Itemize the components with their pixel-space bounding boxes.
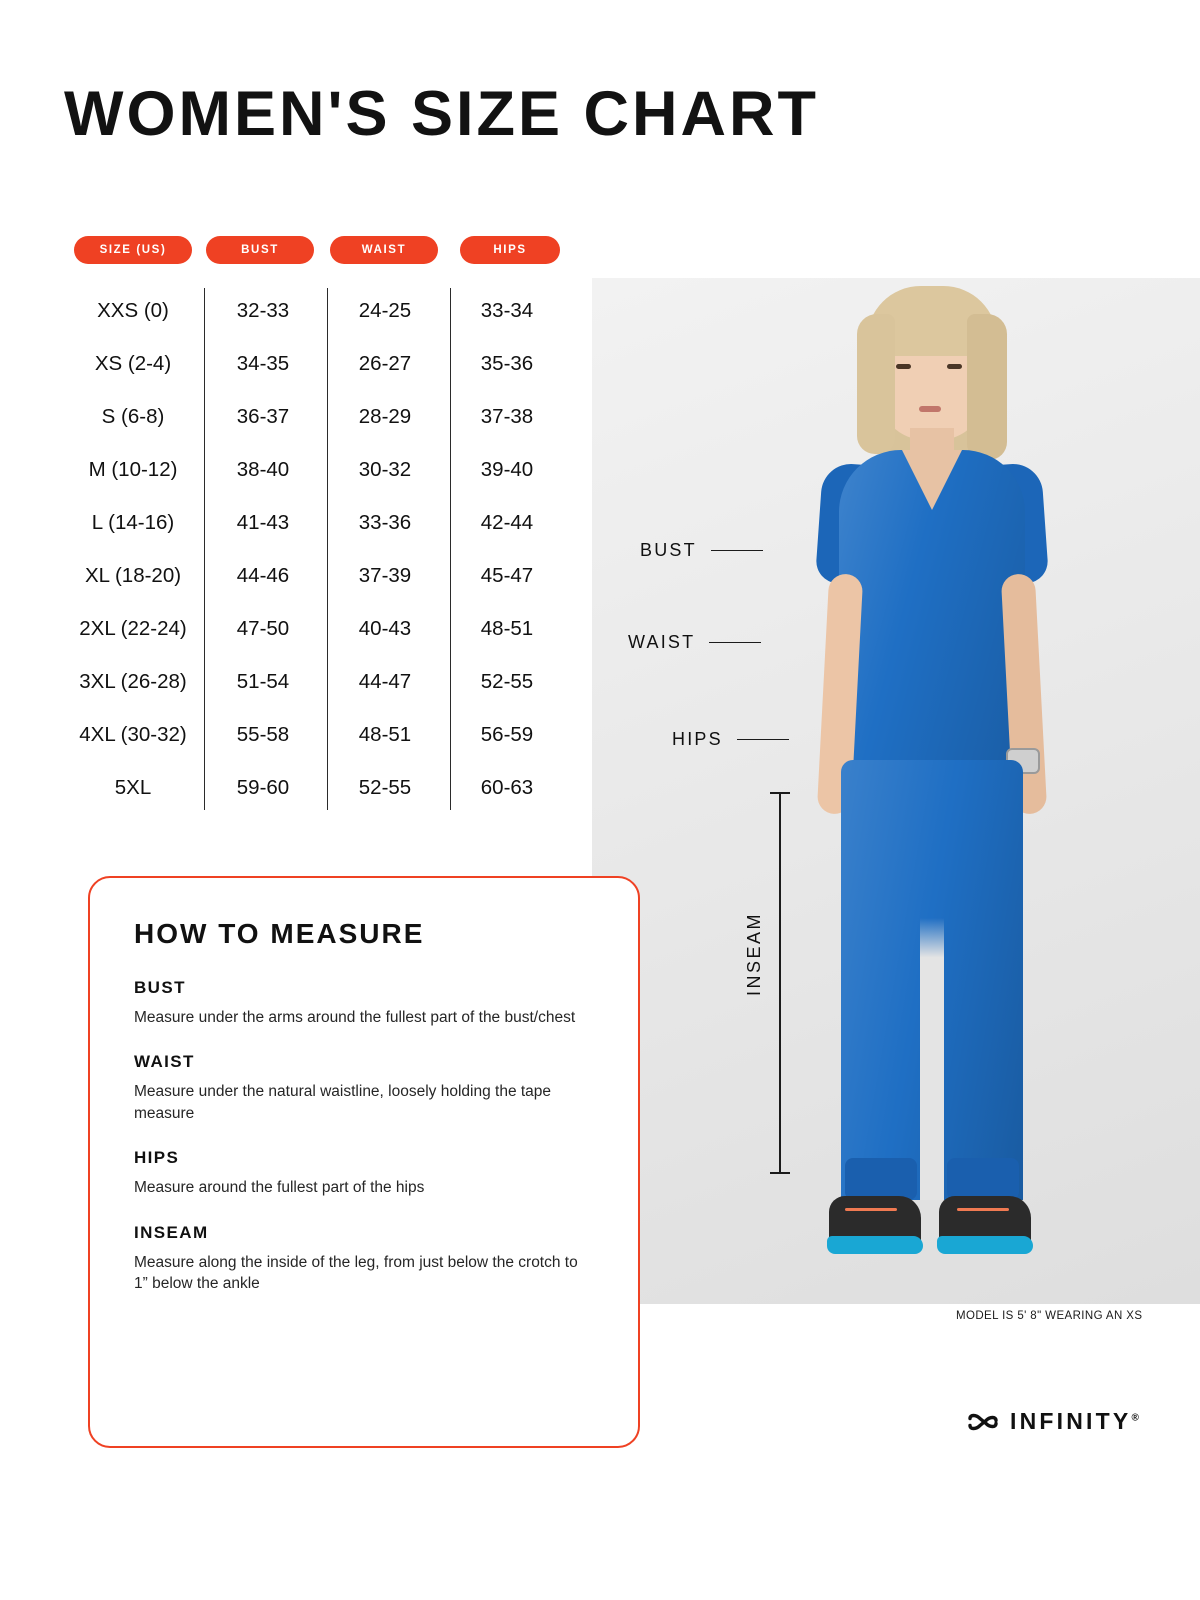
cell-hips: 56-59 [480,722,534,746]
callout-bust [640,540,763,561]
cell-bust: 44-46 [236,563,290,587]
hair-left [857,314,895,454]
measure-item-waist-label: WAIST [134,1052,195,1072]
cell-bust: 38-40 [236,457,290,481]
measure-item-bust-description: Measure under the arms around the fullest part of the bust/chest [134,1009,576,1026]
table-row [64,602,584,655]
eye-right [947,364,962,369]
measure-item-inseam-label: INSEAM [134,1222,209,1242]
cell-hips: 60-63 [480,775,534,799]
registered-mark: ® [1131,1412,1139,1424]
cell-bust: 41-43 [236,510,290,534]
callout-hips-label: HIPS [672,729,723,749]
cell-size: L (14-16) [91,510,175,534]
cell-size: XL (18-20) [84,563,182,587]
table-row [64,549,584,602]
cell-bust: 47-50 [236,616,290,640]
cell-bust: 55-58 [236,722,290,746]
cell-waist: 26-27 [358,351,412,375]
sole-right [937,1236,1033,1254]
measure-item-inseam [134,1223,594,1295]
inseam-cap-bottom [770,1172,790,1174]
cell-bust: 59-60 [236,775,290,799]
table-row [64,496,584,549]
cell-waist: 40-43 [358,616,412,640]
table-row [64,443,584,496]
cell-hips: 48-51 [480,616,534,640]
callout-waist [628,632,761,653]
cell-waist: 44-47 [358,669,412,693]
callout-waist-label: WAIST [628,632,696,652]
table-row [64,708,584,761]
brand-name-text: INFINITY [1010,1408,1132,1434]
column-header-waist: WAIST [330,236,438,264]
callout-leader-line [709,642,761,644]
callout-bust-label: BUST [640,540,697,560]
cell-hips: 35-36 [480,351,534,375]
table-row [64,284,584,337]
inseam-cap-top [770,792,790,794]
measure-item-bust [134,978,594,1028]
measure-item-inseam-description: Measure along the inside of the leg, from just below the crotch to 1” below the ankle [134,1253,578,1292]
column-divider [204,288,205,810]
table-row [64,761,584,814]
cell-size: M (10-12) [88,457,178,481]
hair-right [967,314,1007,460]
cell-size: 2XL (22-24) [79,616,187,640]
table-row [64,390,584,443]
cell-hips: 39-40 [480,457,534,481]
measure-item-hips [134,1148,594,1198]
table-row [64,337,584,390]
how-to-measure-box [88,876,640,1448]
cell-bust: 51-54 [236,669,290,693]
cuff-left [845,1158,917,1200]
cell-hips: 33-34 [480,298,534,322]
shoelace-left [845,1208,897,1211]
measure-item-hips-label: HIPS [134,1148,180,1168]
cell-hips: 37-38 [480,404,534,428]
table-header-row [64,236,584,264]
column-header-size: SIZE (US) [74,236,192,264]
callout-inseam-label: INSEAM [744,912,764,997]
cell-waist: 33-36 [358,510,412,534]
cell-bust: 32-33 [236,298,290,322]
cell-bust: 36-37 [236,404,290,428]
cell-bust: 34-35 [236,351,290,375]
cell-size: XXS (0) [97,298,169,322]
cell-waist: 30-32 [358,457,412,481]
page-title: WOMEN'S SIZE CHART [64,79,819,149]
cell-waist: 24-25 [358,298,412,322]
callout-leader-line [711,550,763,552]
model-photo-panel [592,278,1200,1304]
cell-size: 3XL (26-28) [79,669,187,693]
measure-item-bust-label: BUST [134,978,186,997]
column-divider [450,288,451,810]
measure-item-waist-description: Measure under the natural waistline, loosely holding the tape measure [134,1083,552,1122]
measure-item-waist [134,1052,594,1124]
column-header-bust: BUST [206,236,314,264]
brand-name [1010,1408,1139,1435]
cell-waist: 28-29 [358,404,412,428]
mouth [919,406,941,412]
brand-logo [968,1408,1139,1435]
callout-hips [672,729,789,750]
callout-leader-line [737,739,789,741]
size-table [64,236,584,814]
cell-size: 4XL (30-32) [79,722,187,746]
cell-size: XS (2-4) [94,351,172,375]
column-divider [327,288,328,810]
cell-hips: 42-44 [480,510,534,534]
model-figure [767,278,1097,1304]
how-to-measure-heading: HOW TO MEASURE [134,918,425,949]
shoelace-right [957,1208,1009,1211]
cell-size: 5XL [114,775,152,799]
cell-waist: 37-39 [358,563,412,587]
cell-waist: 52-55 [358,775,412,799]
cell-hips: 52-55 [480,669,534,693]
cell-waist: 48-51 [358,722,412,746]
measure-item-hips-description: Measure around the fullest part of the hips [134,1179,425,1197]
column-header-hips: HIPS [460,236,560,264]
eye-left [896,364,911,369]
cell-size: S (6-8) [101,404,165,428]
sole-left [827,1236,923,1254]
leg-gap [920,918,944,1200]
inseam-measure-line [779,792,781,1174]
table-row [64,655,584,708]
model-note: MODEL IS 5' 8" WEARING AN XS [956,1310,1143,1322]
infinity-icon [968,1411,998,1433]
table-body [64,284,584,814]
cuff-right [947,1158,1019,1200]
cell-hips: 45-47 [480,563,534,587]
